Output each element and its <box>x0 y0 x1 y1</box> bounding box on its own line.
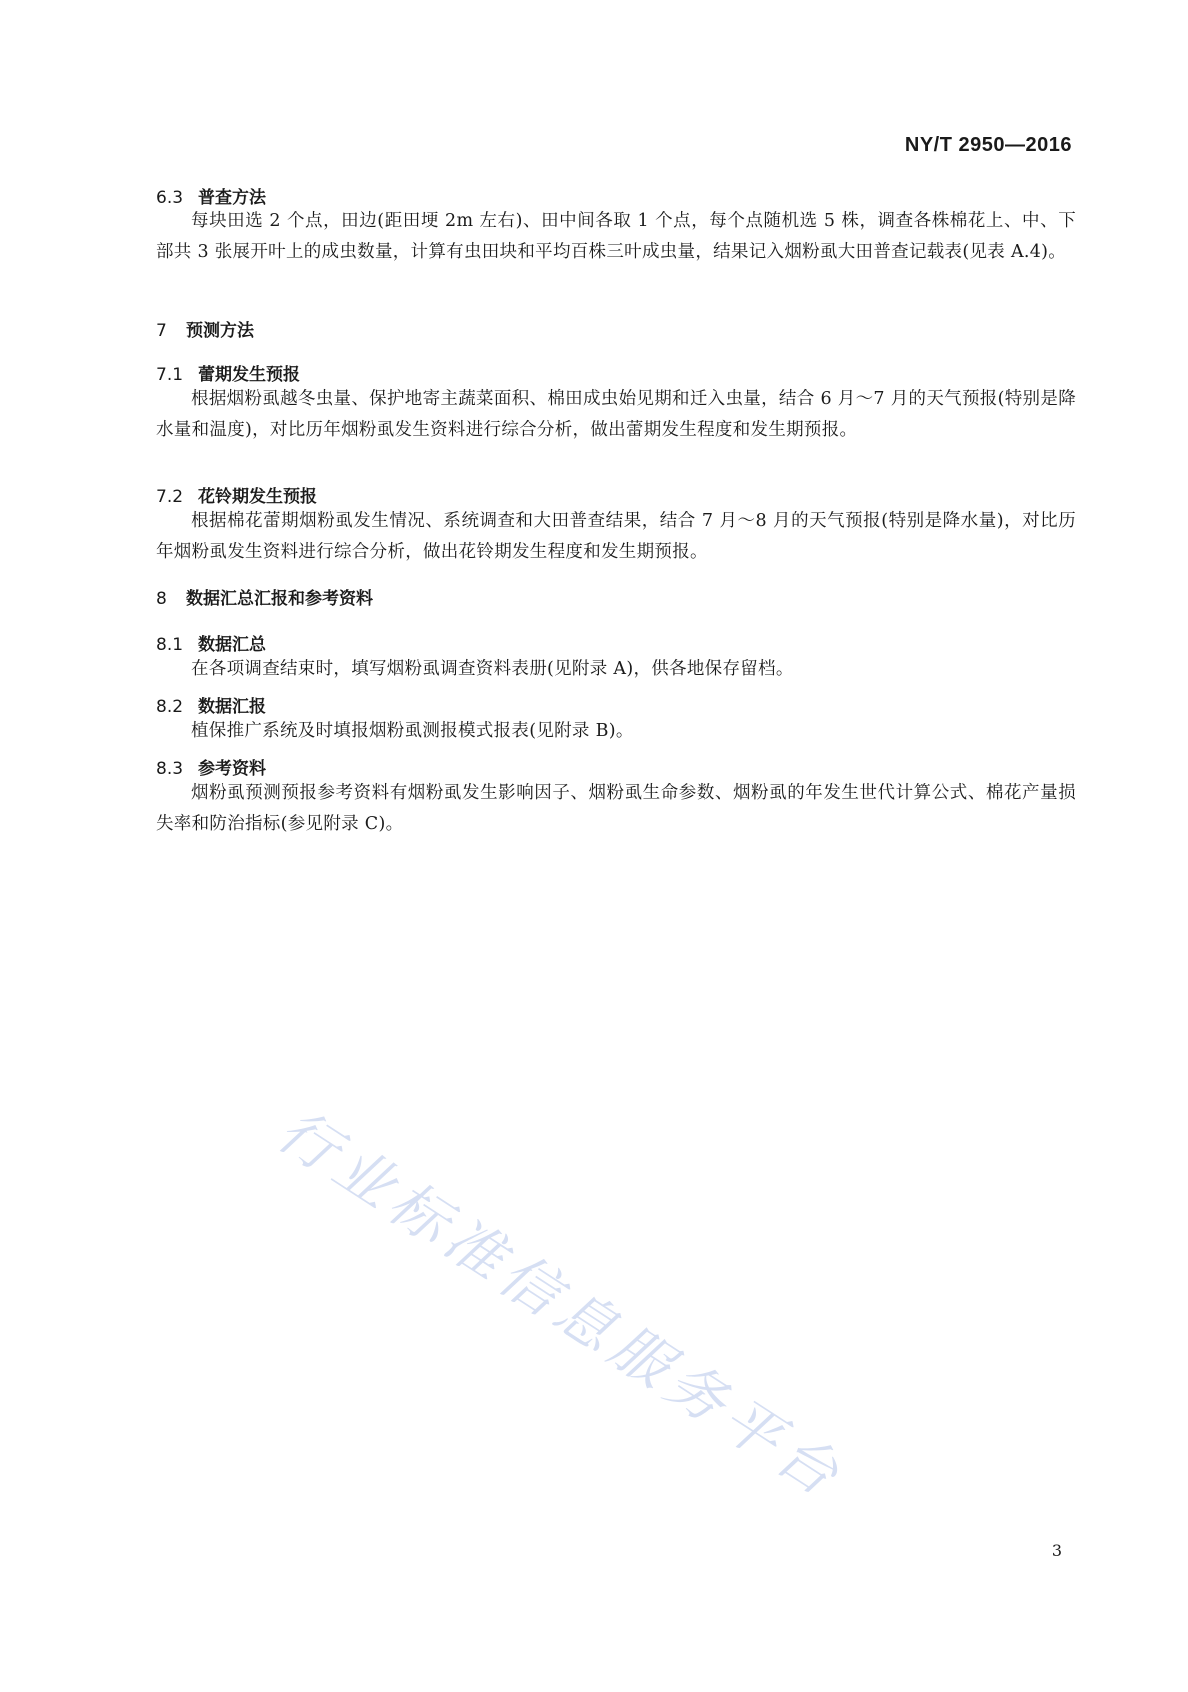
standard-code: NY/T 2950—2016 <box>904 134 1072 156</box>
heading-8-3 <box>156 754 266 779</box>
section-title: 参考资料 <box>198 759 266 779</box>
section-title: 数据汇总 <box>198 635 266 655</box>
paragraph-8-1: 在各项调查结束时，填写烟粉虱调查资料表册(见附录 A)，供各地保存留档。 <box>191 659 794 679</box>
section-title: 花铃期发生预报 <box>198 487 317 507</box>
paragraph-8-2: 植保推广系统及时填报烟粉虱测报模式报表(见附录 B)。 <box>191 721 634 741</box>
section-number: 8.2 <box>156 697 184 717</box>
section-title: 预测方法 <box>186 321 254 341</box>
section-title: 数据汇报 <box>198 697 266 717</box>
paragraph-7-1: 根据烟粉虱越冬虫量、保护地寄主蔬菜面积、棉田成虫始见期和迁入虫量，结合 6 月～7 月的天气预报(特别是降水量和温度)，对比历年烟粉虱发生资料进行综合分析，做出蕾期发生程度和发生期预报。 <box>156 389 1076 440</box>
heading-7 <box>156 316 254 341</box>
page-number: 3 <box>1051 1541 1062 1560</box>
watermark: 行业标准信息服务平台 <box>265 1095 857 1513</box>
section-number: 8.3 <box>156 759 184 779</box>
section-number: 7.2 <box>156 487 184 507</box>
heading-7-2 <box>156 482 317 507</box>
section-number: 8.1 <box>156 635 184 655</box>
section-title: 蕾期发生预报 <box>198 365 300 385</box>
heading-8-1 <box>156 630 266 655</box>
section-number: 7.1 <box>156 365 184 385</box>
paragraph-7-2: 根据棉花蕾期烟粉虱发生情况、系统调查和大田普查结果，结合 7 月～8 月的天气预报(特别是降水量)，对比历年烟粉虱发生资料进行综合分析，做出花铃期发生程度和发生期预报。 <box>156 511 1076 562</box>
section-title: 普查方法 <box>198 188 266 208</box>
heading-6-3 <box>156 183 266 208</box>
section-number: 8 <box>156 589 167 609</box>
heading-8-2 <box>156 692 266 717</box>
section-title: 数据汇总汇报和参考资料 <box>186 589 373 609</box>
paragraph-8-3: 烟粉虱预测预报参考资料有烟粉虱发生影响因子、烟粉虱生命参数、烟粉虱的年发生世代计算公式、棉花产量损失率和防治指标(参见附录 C)。 <box>156 783 1076 834</box>
section-number: 7 <box>156 321 167 341</box>
section-number: 6.3 <box>156 188 184 208</box>
paragraph-6-3: 每块田选 2 个点，田边(距田埂 2m 左右)、田中间各取 1 个点，每个点随机选 5 株，调查各株棉花上、中、下部共 3 张展开叶上的成虫数量，计算有虫田块和平均百株三叶成虫量，结果记入烟粉虱大田普查记载表(见表 A.4)。 <box>156 211 1076 262</box>
heading-7-1 <box>156 360 300 385</box>
heading-8 <box>156 584 373 609</box>
